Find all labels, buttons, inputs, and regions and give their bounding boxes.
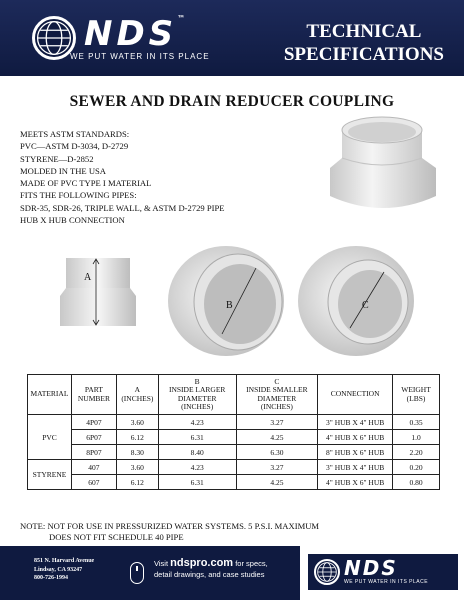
c-cell: 4.25 xyxy=(236,430,318,445)
spec-table xyxy=(27,374,440,490)
weight-cell: 2.20 xyxy=(393,445,440,460)
table-row xyxy=(28,430,440,445)
spec-line: HUB X HUB CONNECTION xyxy=(20,215,125,226)
nds-logo xyxy=(30,12,240,64)
part-cell: 8P07 xyxy=(71,445,116,460)
coupling-diagram-b xyxy=(166,244,294,359)
brand-tagline: WE PUT WATER IN ITS PLACE xyxy=(70,52,210,61)
brand-name: NDS™ xyxy=(84,14,186,54)
table-row xyxy=(28,475,440,490)
dimension-a-label: A xyxy=(84,272,92,283)
a-cell: 6.12 xyxy=(116,430,158,445)
header-banner xyxy=(0,0,464,76)
spec-line: MOLDED IN THE USA xyxy=(20,165,107,176)
header-connection: CONNECTION xyxy=(318,375,393,415)
spec-line: STYRENE—D-2852 xyxy=(20,153,94,164)
connection-cell: 3" HUB X 4" HUB xyxy=(318,415,393,430)
header-c: C INSIDE SMALLER DIAMETER (INCHES) xyxy=(236,375,318,415)
header-b: B INSIDE LARGER DIAMETER (INCHES) xyxy=(158,375,236,415)
weight-cell: 0.35 xyxy=(393,415,440,430)
dimension-c-label: C xyxy=(362,300,369,311)
coupling-diagram-c xyxy=(296,244,424,359)
footer-brand-name: NDS xyxy=(344,556,398,580)
c-cell: 3.27 xyxy=(236,460,318,475)
footer-tagline: WE PUT WATER IN ITS PLACE xyxy=(344,579,429,585)
connection-cell: 4" HUB X 6" HUB xyxy=(318,475,393,490)
a-cell: 6.12 xyxy=(116,475,158,490)
coupling-diagram-a xyxy=(58,252,138,332)
part-cell: 4P07 xyxy=(71,415,116,430)
table-header-row xyxy=(28,375,440,415)
a-cell: 3.60 xyxy=(116,415,158,430)
header-part-number: PART NUMBER xyxy=(71,375,116,415)
footer-bar xyxy=(0,546,464,600)
mouse-icon xyxy=(130,562,144,584)
spec-line: FITS THE FOLLOWING PIPES: xyxy=(20,190,137,201)
page-title: SEWER AND DRAIN REDUCER COUPLING xyxy=(69,93,395,110)
part-cell: 607 xyxy=(71,475,116,490)
connection-cell: 8" HUB X 6" HUB xyxy=(318,445,393,460)
coupling-photo-top xyxy=(322,112,447,222)
weight-cell: 1.0 xyxy=(393,430,440,445)
table-row xyxy=(28,445,440,460)
spec-line: PVC—ASTM D-3034, D-2729 xyxy=(20,141,129,152)
connection-cell: 3" HUB X 4" HUB xyxy=(318,460,393,475)
header-a: A (INCHES) xyxy=(116,375,158,415)
b-cell: 8.40 xyxy=(158,445,236,460)
header-weight: WEIGHT (LBS) xyxy=(393,375,440,415)
c-cell: 4.25 xyxy=(236,475,318,490)
usage-note: NOTE: NOT FOR USE IN PRESSURIZED WATER SYSTEMS. 5 P.S.I. MAXIMUM DOES NOT FIT SCHEDULE 40 PIPE xyxy=(20,521,320,542)
table-row xyxy=(28,415,440,430)
b-cell: 4.23 xyxy=(158,460,236,475)
footer-logo xyxy=(300,546,464,600)
company-address: 851 N. Harvard Avenue Lindsay, CA 93247 800-726-1994 xyxy=(34,558,95,581)
table-row xyxy=(28,460,440,475)
spec-line: MADE OF PVC TYPE I MATERIAL xyxy=(20,178,152,189)
globe-icon xyxy=(314,559,340,585)
spec-line: SDR-35, SDR-26, TRIPLE WALL, & ASTM D-2729 PIPE xyxy=(20,202,225,213)
header-material: MATERIAL xyxy=(28,375,72,415)
connection-cell: 4" HUB X 6" HUB xyxy=(318,430,393,445)
b-cell: 6.31 xyxy=(158,475,236,490)
a-cell: 3.60 xyxy=(116,460,158,475)
part-cell: 407 xyxy=(71,460,116,475)
weight-cell: 0.20 xyxy=(393,460,440,475)
website-link[interactable]: ndspro.com xyxy=(170,557,234,569)
dimension-b-label: B xyxy=(226,300,233,311)
c-cell: 6.30 xyxy=(236,445,318,460)
a-cell: 8.30 xyxy=(116,445,158,460)
spec-list xyxy=(20,128,225,226)
b-cell: 6.31 xyxy=(158,430,236,445)
part-cell: 6P07 xyxy=(71,430,116,445)
weight-cell: 0.80 xyxy=(393,475,440,490)
c-cell: 3.27 xyxy=(236,415,318,430)
website-promo[interactable]: Visit ndspro.com for specs, detail drawings, and case studies xyxy=(122,554,287,592)
header-title: TECHNICAL SPECIFICATIONS xyxy=(283,21,444,65)
b-cell: 4.23 xyxy=(158,415,236,430)
spec-line: MEETS ASTM STANDARDS: xyxy=(20,129,130,139)
material-cell: STYRENE xyxy=(28,460,72,490)
material-cell: PVC xyxy=(28,415,72,460)
